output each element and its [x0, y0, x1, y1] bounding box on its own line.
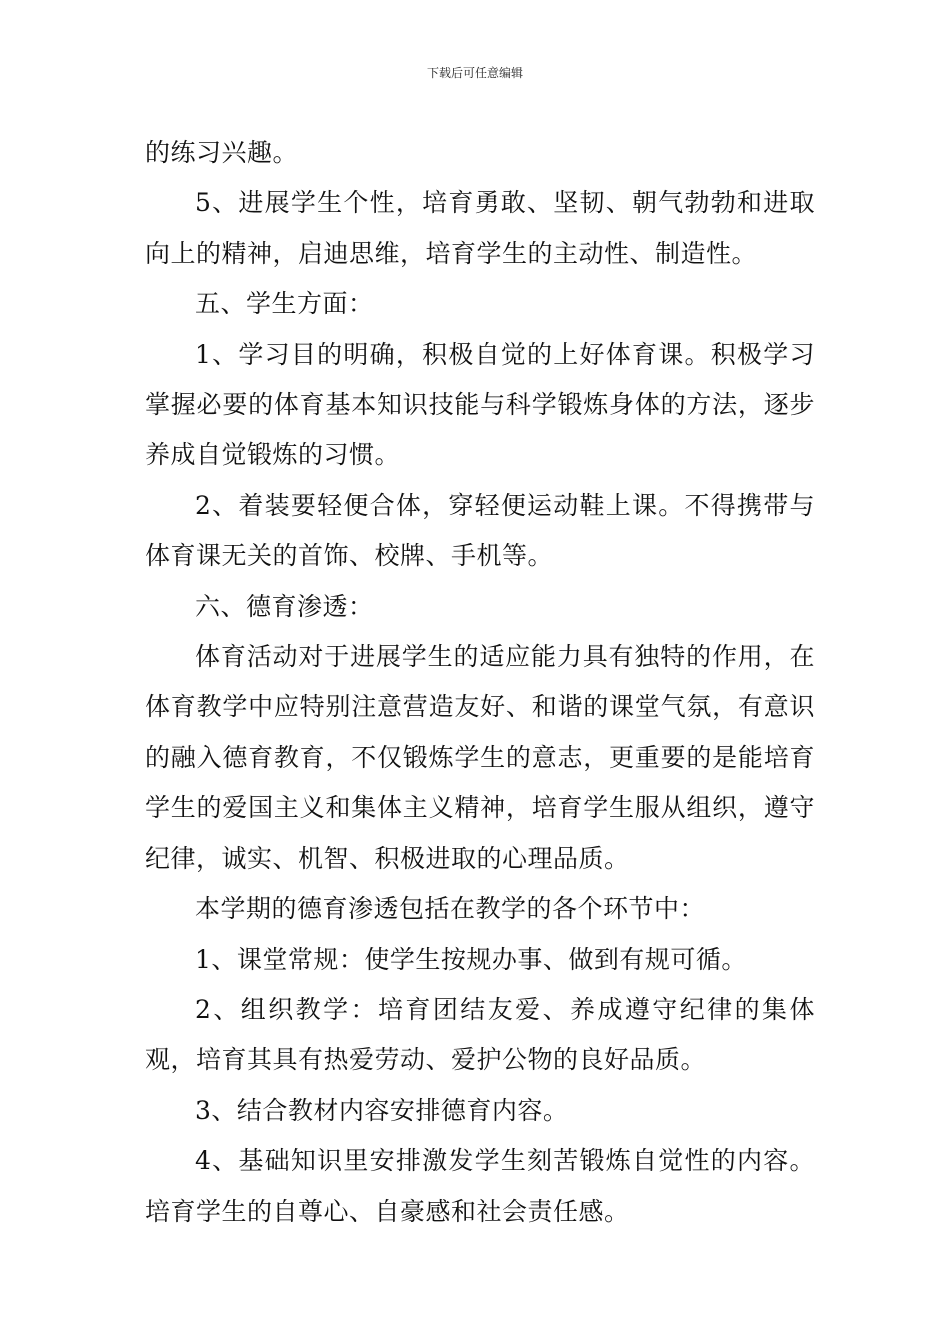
paragraph-9: 1、课堂常规：使学生按规办事、做到有规可循。 [195, 944, 747, 974]
section-heading-moral-education: 六、德育渗透： [195, 591, 374, 621]
page-header: 下载后可任意编辑 [426, 66, 523, 80]
paragraph-2: 5、进展学生个性，培育勇敢、坚韧、朝气勃勃和进取向上的精神，启迪思维，培育学生的主动性、制造性。 [145, 188, 815, 268]
paragraph-1: 的练习兴趣。 [145, 138, 299, 167]
paragraph-11: 3、结合教材内容安排德育内容。 [195, 1095, 569, 1125]
section-heading-students: 五、学生方面： [195, 289, 374, 319]
paragraph-12: 4、基础知识里安排激发学生刻苦锻炼自觉性的内容。培育学生的自尊心、自豪感和社会责任感。 [145, 1146, 815, 1226]
paragraph-4: 1、学习目的明确，积极自觉的上好体育课。积极学习掌握必要的体育基本知识技能与科学锻炼身体的方法，逐步养成自觉锻炼的习惯。 [145, 339, 815, 470]
paragraph-5: 2、着装要轻便合体，穿轻便运动鞋上课。不得携带与体育课无关的首饰、校牌、手机等。 [145, 490, 815, 571]
paragraph-7: 体育活动对于进展学生的适应能力具有独特的作用，在体育教学中应特别注意营造友好、和谐的课堂气氛，有意识的融入德育教育，不仅锻炼学生的意志，更重要的是能培育学生的爱国主义和集体主义精神，培育学生服从组织，遵守纪律，诚实、机智、积极进取的心理品质。 [145, 642, 815, 873]
paragraph-8: 本学期的德育渗透包括在教学的各个环节中： [195, 894, 706, 924]
document-body [145, 128, 815, 1237]
paragraph-10: 2、组织教学：培育团结友爱、养成遵守纪律的集体观，培育其具有热爱劳动、爱护公物的良好品质。 [145, 994, 815, 1075]
